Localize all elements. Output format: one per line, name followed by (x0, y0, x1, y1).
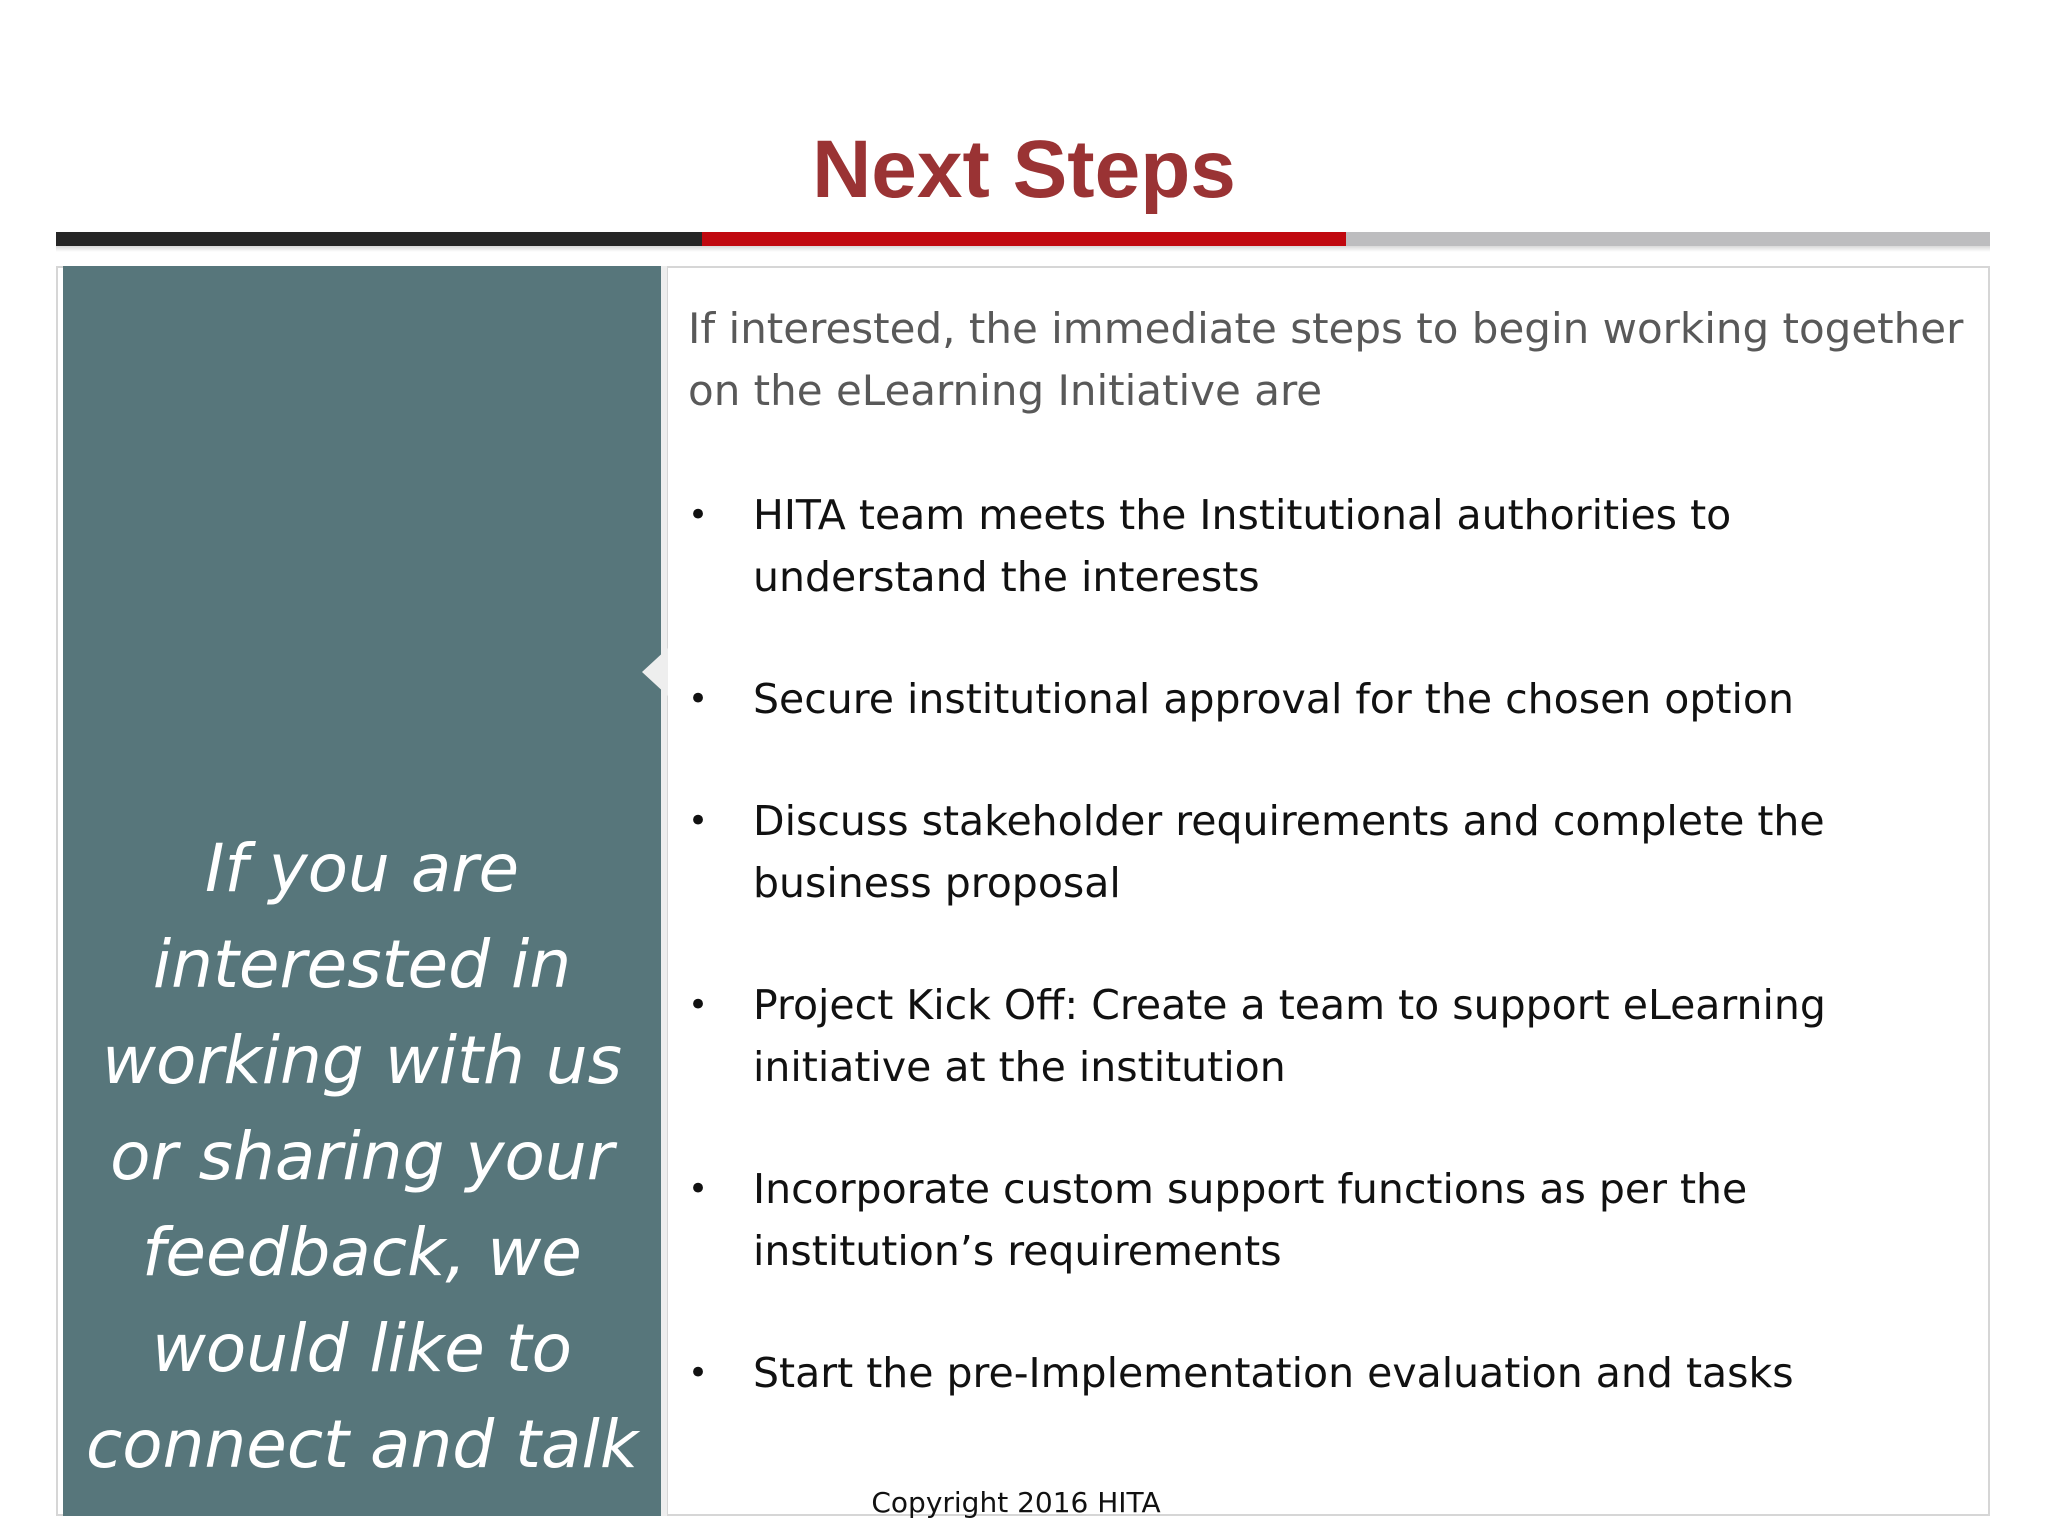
list-item (688, 668, 1968, 730)
list-item-text: HITA team meets the Institutional authorities to understand the interests (753, 491, 1732, 601)
intro-text: If interested, the immediate steps to begin working together on the eLearning Initiative are (688, 304, 1964, 415)
main-content (688, 298, 1968, 1397)
list-item (688, 1342, 1968, 1404)
panel-divider (661, 266, 668, 1516)
title-rule-black (56, 232, 702, 246)
list-item-text: Discuss stakeholder requirements and complete the business proposal (753, 797, 1825, 907)
title-rule-grey (1346, 232, 1990, 246)
list-item (688, 484, 1968, 608)
side-panel-text: If you are interested in working with us or sharing your feedback, we would like to connect and talk (85, 830, 639, 1483)
list-item (688, 790, 1968, 914)
copyright-footer: Copyright 2016 HITA (871, 1486, 1161, 1519)
list-item-text: Incorporate custom support functions as per the institution’s requirements (753, 1165, 1748, 1275)
title-rule-shadow (56, 246, 1990, 252)
panel-pointer-arrow (642, 648, 668, 696)
bullet-icon: • (688, 1169, 709, 1209)
title-rule-red (702, 232, 1346, 246)
list-item-text: Secure institutional approval for the chosen option (753, 675, 1794, 723)
list-item-text: Project Kick Off: Create a team to support eLearning initiative at the institution (753, 981, 1826, 1091)
bullet-icon: • (688, 679, 709, 719)
list-item (688, 1158, 1968, 1282)
bullet-icon: • (688, 1353, 709, 1393)
bullet-icon: • (688, 985, 709, 1025)
list-item (688, 974, 1968, 1098)
bullet-icon: • (688, 801, 709, 841)
list-item-text: Start the pre-Implementation evaluation and tasks (753, 1349, 1794, 1397)
slide-title: Next Steps (812, 124, 1236, 215)
bullet-icon: • (688, 495, 709, 535)
steps-list (688, 484, 1968, 1464)
side-panel (63, 266, 661, 1516)
